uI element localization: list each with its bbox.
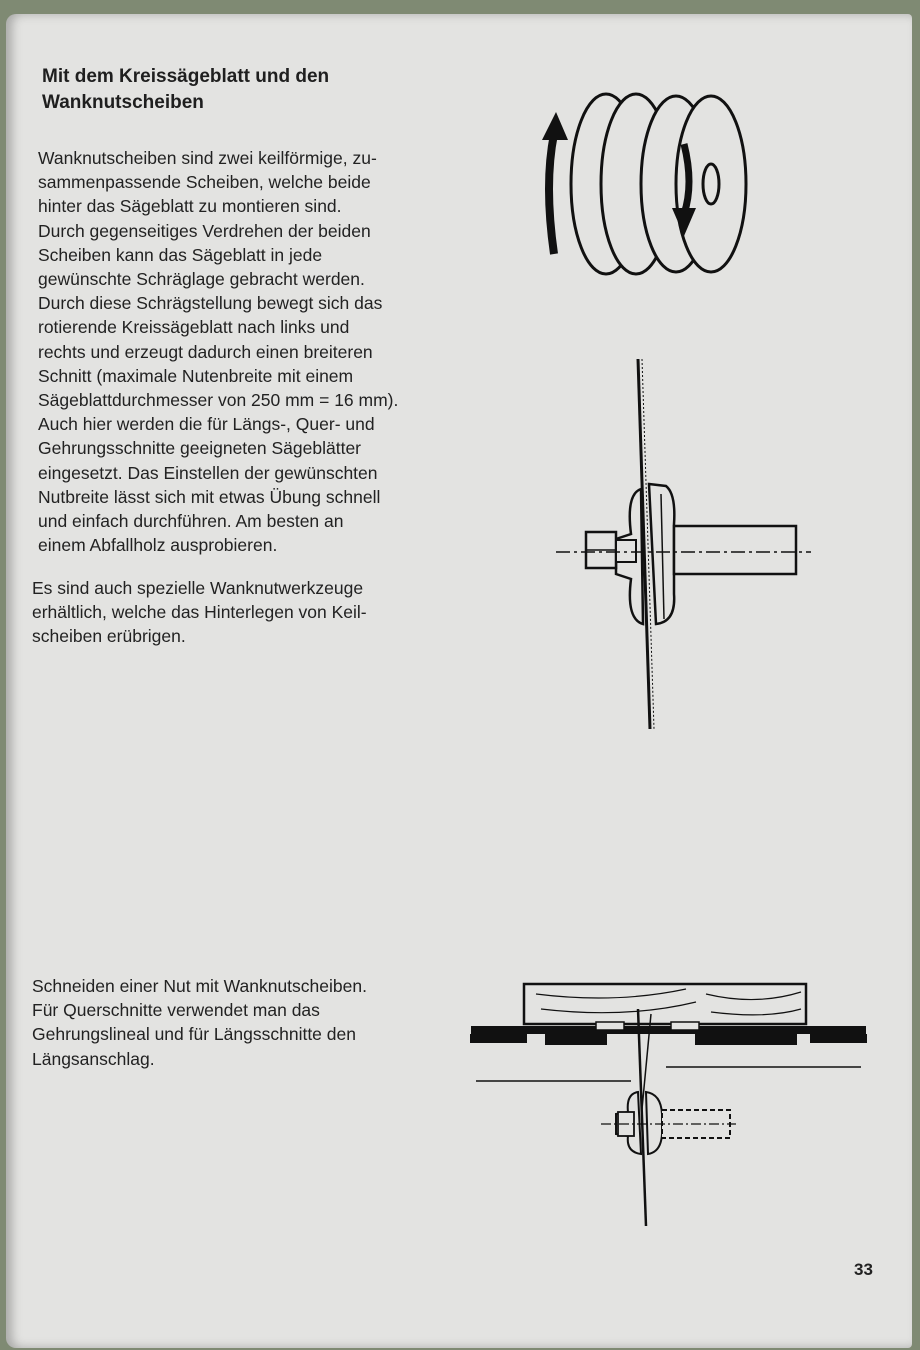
body-paragraph-2 <box>32 576 462 649</box>
text-line: eingesetzt. Das Einstellen der gewünschten <box>38 462 378 483</box>
heading-line: Mit dem Kreissägeblatt und den <box>42 66 330 87</box>
text-line: erhältlich, welche das Hinterlegen von Keil- <box>32 602 367 623</box>
text-line: Nutbreite lässt sich mit etwas Übung schnell <box>38 486 381 507</box>
blade-arbor-illustration <box>546 354 816 734</box>
text-line: gewünschte Schräglage gebracht werden. <box>38 269 365 290</box>
groove-cutting-illustration <box>466 964 876 1234</box>
text-line: Gehrungsschnitte geeigneten Sägeblätter <box>38 438 362 459</box>
text-line: Gehrungslineal und für Längsschnitte den <box>32 1024 356 1045</box>
text-line: Wanknutscheiben sind zwei keilförmige, zu- <box>38 148 377 168</box>
text-line: Für Querschnitte verwendet man das <box>32 1000 320 1021</box>
text-line: rotierende Kreissägeblatt nach links und <box>38 317 350 338</box>
page-number: 33 <box>854 1260 873 1279</box>
text-line: Durch gegenseitiges Verdrehen der beiden <box>38 220 371 241</box>
text-line: einem Abfallholz ausprobieren. <box>38 535 278 556</box>
text-line: scheiben erübrigen. <box>32 626 186 647</box>
text-line: Auch hier werden die für Längs-, Quer- und <box>38 414 375 435</box>
figure-caption <box>32 974 472 1071</box>
text-line: Längsanschlag. <box>32 1048 155 1069</box>
wobble-washers-illustration <box>526 74 776 294</box>
text-line: Durch diese Schrägstellung bewegt sich das <box>38 293 383 314</box>
text-line: rechts und erzeugt dadurch einen breiteren <box>38 341 373 362</box>
book-page <box>6 14 912 1348</box>
text-line: Scheiben kann das Sägeblatt in jede <box>38 244 323 265</box>
body-paragraph-1 <box>38 146 468 557</box>
section-heading <box>42 64 462 116</box>
heading-line: Wanknutscheiben <box>42 92 204 113</box>
text-line: Schnitt (maximale Nutenbreite mit einem <box>38 365 354 386</box>
text-line: hinter das Sägeblatt zu montieren sind. <box>38 196 342 217</box>
text-line: und einfach durchführen. Am besten an <box>38 511 344 532</box>
text-line: Es sind auch spezielle Wanknutwerkzeuge <box>32 578 364 598</box>
text-line: Schneiden einer Nut mit Wanknutscheiben. <box>32 976 367 996</box>
text-line: sammenpassende Scheiben, welche beide <box>38 172 371 193</box>
text-line: Sägeblattdurchmesser von 250 mm = 16 mm). <box>38 390 399 411</box>
